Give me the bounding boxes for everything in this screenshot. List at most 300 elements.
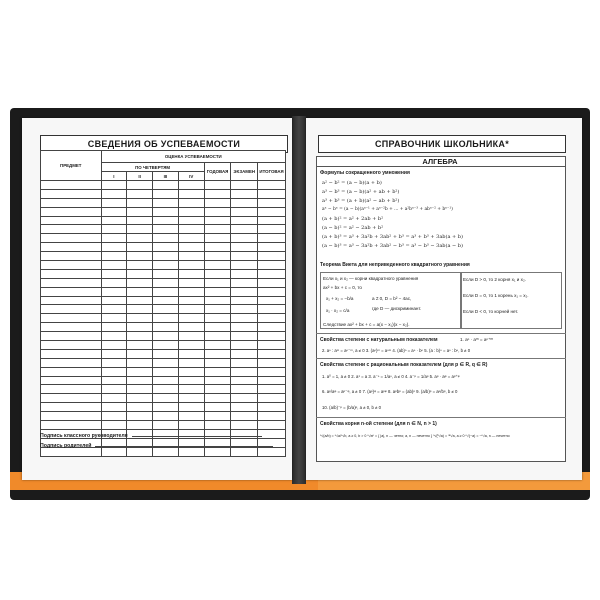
grade-cell[interactable]	[152, 243, 178, 252]
grade-cell[interactable]	[258, 198, 286, 207]
vieta-line-6: где D — дискриминант.	[372, 306, 422, 311]
grade-cell[interactable]	[258, 287, 286, 296]
grade-cell[interactable]	[152, 189, 178, 198]
grade-cell[interactable]	[152, 412, 178, 421]
grade-cell[interactable]	[231, 181, 258, 190]
grade-cell[interactable]	[258, 376, 286, 385]
grade-cell[interactable]	[152, 421, 178, 430]
grade-cell[interactable]	[258, 305, 286, 314]
grade-cell[interactable]	[127, 261, 153, 270]
grade-cell[interactable]	[152, 403, 178, 412]
grade-cell[interactable]	[258, 189, 286, 198]
grade-cell[interactable]	[258, 225, 286, 234]
col-exam: ЭКЗАМЕН	[231, 163, 258, 181]
grade-cell[interactable]	[127, 421, 153, 430]
grade-cell[interactable]	[127, 198, 153, 207]
grade-cell[interactable]	[204, 412, 231, 421]
grade-cell[interactable]	[231, 385, 258, 394]
grade-cell[interactable]	[204, 207, 231, 216]
grade-cell[interactable]	[258, 403, 286, 412]
grade-cell[interactable]	[231, 189, 258, 198]
grade-cell[interactable]	[178, 394, 204, 403]
grade-cell[interactable]	[178, 403, 204, 412]
grade-cell[interactable]	[204, 287, 231, 296]
vieta-result-2: Если D = 0, то 1 корень x₁ = x₂.	[463, 293, 529, 298]
table-row	[41, 332, 286, 341]
grade-cell[interactable]	[101, 181, 127, 190]
grade-cell[interactable]	[178, 269, 204, 278]
table-row	[41, 225, 286, 234]
col-year: ГОДОВАЯ	[204, 163, 231, 181]
grade-cell[interactable]	[258, 421, 286, 430]
grade-cell[interactable]	[152, 314, 178, 323]
grade-cell[interactable]	[41, 243, 102, 252]
grade-cell[interactable]	[101, 269, 127, 278]
grade-cell[interactable]	[204, 349, 231, 358]
grade-cell[interactable]	[127, 207, 153, 216]
grade-cell[interactable]	[127, 305, 153, 314]
grade-cell[interactable]	[41, 189, 102, 198]
grade-cell[interactable]	[231, 243, 258, 252]
grade-cell[interactable]	[127, 403, 153, 412]
grade-cell[interactable]	[152, 234, 178, 243]
col-q4: IV	[178, 172, 204, 181]
formula-5: (a + b)² = a² + 2ab + b²	[322, 216, 384, 222]
grade-cell[interactable]	[101, 412, 127, 421]
grade-cell[interactable]	[178, 367, 204, 376]
table-row	[41, 189, 286, 198]
grade-cell[interactable]	[178, 225, 204, 234]
grade-cell[interactable]	[178, 287, 204, 296]
grade-cell[interactable]	[204, 323, 231, 332]
table-row	[41, 198, 286, 207]
grade-cell[interactable]	[127, 341, 153, 350]
grade-cell[interactable]	[178, 278, 204, 287]
grade-cell[interactable]	[204, 198, 231, 207]
grade-cell[interactable]	[41, 305, 102, 314]
grade-cell[interactable]	[231, 412, 258, 421]
grade-cell[interactable]	[204, 358, 231, 367]
vieta-line-2: ax² + bx + c = 0, то	[323, 285, 362, 290]
grade-cell[interactable]	[231, 314, 258, 323]
grade-cell[interactable]	[101, 252, 127, 261]
formulas-heading: Формулы сокращенного умножения	[320, 170, 410, 176]
grade-cell[interactable]	[204, 314, 231, 323]
grade-cell[interactable]	[204, 278, 231, 287]
grade-cell[interactable]	[41, 349, 102, 358]
grade-cell[interactable]	[258, 429, 286, 438]
grade-cell[interactable]	[204, 216, 231, 225]
grade-cell[interactable]	[258, 412, 286, 421]
grade-cell[interactable]	[178, 181, 204, 190]
grade-cell[interactable]	[258, 216, 286, 225]
grade-cell[interactable]	[231, 269, 258, 278]
grade-cell[interactable]	[41, 252, 102, 261]
grade-cell[interactable]	[127, 252, 153, 261]
grade-cell[interactable]	[41, 198, 102, 207]
grade-cell[interactable]	[101, 296, 127, 305]
grade-cell[interactable]	[127, 367, 153, 376]
vieta-consequence: Следствие ax² + bx + c = a(x − x₁)(x − x₂).	[323, 322, 410, 327]
grade-cell[interactable]	[231, 207, 258, 216]
table-row	[41, 181, 286, 190]
grade-cell[interactable]	[178, 341, 204, 350]
grade-cell[interactable]	[231, 198, 258, 207]
grade-cell[interactable]	[258, 278, 286, 287]
grade-cell[interactable]	[127, 376, 153, 385]
grade-cell[interactable]	[101, 349, 127, 358]
grade-cell[interactable]	[231, 234, 258, 243]
grade-cell[interactable]	[178, 349, 204, 358]
nat-line-2: 2. aⁿ : aᵐ = aⁿ⁻ᵐ, a ≠ 0 3. (aⁿ)ᵐ = aⁿᵐ 4. (ab)ⁿ = aⁿ · bⁿ 5. (a : b)ⁿ = aⁿ : bⁿ, b ≠ 0	[322, 348, 471, 353]
grade-cell[interactable]	[178, 376, 204, 385]
grade-cell[interactable]	[178, 296, 204, 305]
table-row	[41, 412, 286, 421]
grade-cell[interactable]	[127, 412, 153, 421]
grade-cell[interactable]	[101, 385, 127, 394]
grade-cell[interactable]	[101, 314, 127, 323]
table-row	[41, 207, 286, 216]
grade-cell[interactable]	[152, 296, 178, 305]
table-row	[41, 394, 286, 403]
grade-cell[interactable]	[127, 225, 153, 234]
grade-cell[interactable]	[231, 358, 258, 367]
col-quarters: ПО ЧЕТВЕРТЯМ	[101, 163, 204, 172]
grade-cell[interactable]	[41, 367, 102, 376]
grade-cell[interactable]	[127, 216, 153, 225]
grade-cell[interactable]	[101, 225, 127, 234]
grade-cell[interactable]	[101, 261, 127, 270]
grade-cell[interactable]	[101, 287, 127, 296]
grade-cell[interactable]	[127, 332, 153, 341]
grade-cell[interactable]	[258, 367, 286, 376]
col-q2: II	[127, 172, 153, 181]
grade-cell[interactable]	[101, 376, 127, 385]
grade-cell[interactable]	[178, 198, 204, 207]
sig-parents-row	[40, 442, 273, 449]
col-grades: ОЦЕНКА УСПЕВАЕМОСТИ	[101, 151, 285, 163]
sig-teacher-row	[40, 432, 262, 439]
grade-cell[interactable]	[178, 358, 204, 367]
table-row	[41, 341, 286, 350]
grade-cell[interactable]	[152, 385, 178, 394]
grade-cell[interactable]	[231, 394, 258, 403]
grade-cell[interactable]	[101, 198, 127, 207]
grade-cell[interactable]	[152, 376, 178, 385]
grade-cell[interactable]	[231, 349, 258, 358]
table-row	[41, 376, 286, 385]
grade-cell[interactable]	[178, 243, 204, 252]
grade-cell[interactable]	[204, 252, 231, 261]
grade-cell[interactable]	[204, 341, 231, 350]
algebra-title: АЛГЕБРА	[422, 157, 458, 166]
grade-cell[interactable]	[127, 296, 153, 305]
grade-cell[interactable]	[178, 421, 204, 430]
grade-cell[interactable]	[204, 243, 231, 252]
grade-cell[interactable]	[127, 287, 153, 296]
grade-cell[interactable]	[204, 421, 231, 430]
vieta-line-4: x₁ · x₂ = c/a	[326, 308, 350, 313]
grade-cell[interactable]	[231, 376, 258, 385]
grade-cell[interactable]	[101, 394, 127, 403]
grade-cell[interactable]	[41, 269, 102, 278]
grade-cell[interactable]	[258, 332, 286, 341]
grade-cell[interactable]	[231, 252, 258, 261]
grade-cell[interactable]	[152, 349, 178, 358]
rat-line-1: 1. a⁰ = 1, a ≠ 0 2. a¹ = a 3. a⁻ⁿ = 1/aⁿ, a ≠ 0 4. a⁻ᵖ = 1/aᵖ 5. aᵖ · aᵠ = aᵖ⁺ᵠ	[322, 374, 460, 379]
grade-cell[interactable]	[204, 234, 231, 243]
table-row	[41, 367, 286, 376]
grade-cell[interactable]	[101, 189, 127, 198]
col-q1: I	[101, 172, 127, 181]
grade-cell[interactable]	[231, 216, 258, 225]
table-row	[41, 358, 286, 367]
formula-2: a³ − b³ = (a − b)(a² + ab + b²)	[322, 189, 400, 195]
formula-6: (a − b)² = a² − 2ab + b²	[322, 225, 384, 231]
grade-cell[interactable]	[101, 421, 127, 430]
grade-cell[interactable]	[204, 189, 231, 198]
grade-cell[interactable]	[231, 332, 258, 341]
grade-cell[interactable]	[258, 296, 286, 305]
nat-line-1: 1. aⁿ · aᵐ = aⁿ⁺ᵐ	[460, 337, 494, 342]
grade-cell[interactable]	[101, 367, 127, 376]
sig-parents-line[interactable]	[95, 442, 273, 447]
grade-cell[interactable]	[258, 181, 286, 190]
col-q3: III	[152, 172, 178, 181]
vieta-line-1: Если x₁ и x₂ — корни квадратного уравнения	[323, 276, 419, 281]
table-row	[41, 314, 286, 323]
grade-cell[interactable]	[152, 225, 178, 234]
grade-cell[interactable]	[127, 243, 153, 252]
grade-cell[interactable]	[101, 332, 127, 341]
grade-cell[interactable]	[127, 278, 153, 287]
grade-cell[interactable]	[178, 261, 204, 270]
grade-cell[interactable]	[41, 278, 102, 287]
grade-cell[interactable]	[258, 349, 286, 358]
grades-table	[40, 150, 286, 457]
grade-cell[interactable]	[41, 394, 102, 403]
grade-cell[interactable]	[231, 278, 258, 287]
grade-cell[interactable]	[204, 296, 231, 305]
grade-cell[interactable]	[127, 394, 153, 403]
rat-line-2: 6. aᵖ/aᵠ = aᵖ⁻ᵠ, a ≠ 0 7. (aᵖ)ᵠ = aᵖᵠ 8. aᵖbᵖ = (ab)ᵖ 9. (a/b)ᵖ = aᵖ/bᵖ, b ≠ 0	[322, 389, 458, 394]
grade-cell[interactable]	[41, 261, 102, 270]
grade-cell[interactable]	[152, 198, 178, 207]
grade-cell[interactable]	[231, 261, 258, 270]
grade-cell[interactable]	[204, 394, 231, 403]
table-row	[41, 216, 286, 225]
divider-3	[316, 417, 566, 418]
grade-cell[interactable]	[152, 358, 178, 367]
col-subject: ПРЕДМЕТ	[41, 151, 102, 181]
grade-cell[interactable]	[204, 332, 231, 341]
grade-cell[interactable]	[204, 269, 231, 278]
grade-cell[interactable]	[178, 305, 204, 314]
grade-cell[interactable]	[152, 207, 178, 216]
grade-cell[interactable]	[231, 367, 258, 376]
grade-cell[interactable]	[41, 376, 102, 385]
grade-cell[interactable]	[41, 412, 102, 421]
grade-cell[interactable]	[258, 385, 286, 394]
grade-cell[interactable]	[152, 287, 178, 296]
grade-cell[interactable]	[204, 305, 231, 314]
grade-cell[interactable]	[101, 243, 127, 252]
table-row	[41, 252, 286, 261]
vieta-result-3: Если D < 0, то корней нет.	[463, 309, 519, 314]
grade-cell[interactable]	[152, 216, 178, 225]
grade-cell[interactable]	[41, 225, 102, 234]
grade-cell[interactable]	[204, 403, 231, 412]
grade-cell[interactable]	[231, 403, 258, 412]
divider-2	[316, 358, 566, 359]
grade-cell[interactable]	[101, 323, 127, 332]
table-row	[41, 403, 286, 412]
notebook-spine	[292, 116, 306, 484]
grade-cell[interactable]	[178, 189, 204, 198]
grade-cell[interactable]	[152, 367, 178, 376]
vieta-line-5: a ≠ 0, D = b² − 4ac,	[372, 296, 412, 301]
grade-cell[interactable]	[152, 181, 178, 190]
grade-cell[interactable]	[152, 394, 178, 403]
grade-cell[interactable]	[127, 234, 153, 243]
grade-cell[interactable]	[152, 332, 178, 341]
grade-cell[interactable]	[178, 216, 204, 225]
grade-cell[interactable]	[41, 358, 102, 367]
vieta-result-1: Если D > 0, то 2 корня x₁ и x₂.	[463, 277, 527, 282]
grade-cell[interactable]	[258, 394, 286, 403]
grade-cell[interactable]	[178, 323, 204, 332]
grade-cell[interactable]	[231, 287, 258, 296]
grade-cell[interactable]	[152, 261, 178, 270]
grade-cell[interactable]	[204, 367, 231, 376]
grade-cell[interactable]	[152, 341, 178, 350]
sig-teacher-line[interactable]	[132, 432, 262, 437]
grade-cell[interactable]	[41, 403, 102, 412]
grade-cell[interactable]	[127, 349, 153, 358]
table-row	[41, 269, 286, 278]
nat-heading: Свойства степени с натуральным показателем	[320, 337, 438, 343]
grade-cell[interactable]	[258, 252, 286, 261]
grade-cell[interactable]	[127, 181, 153, 190]
grade-cell[interactable]	[178, 385, 204, 394]
grade-cell[interactable]	[152, 278, 178, 287]
grade-cell[interactable]	[152, 305, 178, 314]
grade-cell[interactable]	[258, 358, 286, 367]
rat-line-3: 10. (a/b)⁻ᵖ = (b/a)ᵖ, a ≠ 0, b ≠ 0	[322, 405, 382, 410]
table-row	[41, 243, 286, 252]
grade-cell[interactable]	[101, 278, 127, 287]
grade-cell[interactable]	[101, 207, 127, 216]
grade-cell[interactable]	[152, 252, 178, 261]
grade-cell[interactable]	[101, 358, 127, 367]
grade-cell[interactable]	[231, 225, 258, 234]
formula-8: (a − b)³ = a³ − 3a²b + 3ab² − b³ = a³ − b³ − 3ab(a − b)	[322, 243, 463, 249]
formula-7: (a + b)³ = a³ + 3a²b + 3ab² + b³ = a³ + b³ + 3ab(a + b)	[322, 234, 463, 240]
grade-cell[interactable]	[101, 305, 127, 314]
grade-cell[interactable]	[231, 305, 258, 314]
grade-cell[interactable]	[127, 358, 153, 367]
grade-cell[interactable]	[178, 332, 204, 341]
grade-cell[interactable]	[41, 181, 102, 190]
grade-cell[interactable]	[178, 252, 204, 261]
grade-cell[interactable]	[204, 261, 231, 270]
root-line-1: ⁿ√(a/b) = ⁿ√a/ⁿ√b, a ≥ 0, b > 0 ⁿ√aⁿ = { |a|, n — четно; a, n — нечетно } ⁿ√(ᵏ√a) = ⁿᵏ√a, a ≥ 0 ⁿ√(−a) = −ⁿ√a, n — нечетно	[320, 434, 510, 438]
grade-cell[interactable]	[41, 323, 102, 332]
grade-cell[interactable]	[178, 314, 204, 323]
grade-cell[interactable]	[152, 323, 178, 332]
grade-cell[interactable]	[101, 403, 127, 412]
table-row	[41, 278, 286, 287]
grade-cell[interactable]	[127, 323, 153, 332]
table-row	[41, 234, 286, 243]
grade-cell[interactable]	[101, 341, 127, 350]
grade-cell[interactable]	[258, 243, 286, 252]
grade-cell[interactable]	[41, 314, 102, 323]
col-final: ИТОГОВАЯ	[258, 163, 286, 181]
grade-cell[interactable]	[178, 207, 204, 216]
grade-cell[interactable]	[41, 287, 102, 296]
grade-cell[interactable]	[101, 216, 127, 225]
root-heading: Свойства корня n-ой степени (для n ∈ N, n > 1)	[320, 421, 437, 427]
grade-cell[interactable]	[258, 261, 286, 270]
grade-cell[interactable]	[258, 234, 286, 243]
grade-cell[interactable]	[41, 341, 102, 350]
grade-cell[interactable]	[127, 189, 153, 198]
grade-cell[interactable]	[41, 332, 102, 341]
grade-cell[interactable]	[41, 207, 102, 216]
grade-cell[interactable]	[178, 234, 204, 243]
grade-cell[interactable]	[127, 385, 153, 394]
grade-cell[interactable]	[258, 207, 286, 216]
grade-cell[interactable]	[258, 314, 286, 323]
table-row	[41, 305, 286, 314]
grades-body	[41, 181, 286, 457]
vieta-heading: Теорема Виета для неприведенного квадратного уравнения	[320, 262, 470, 268]
formula-1: a² − b² = (a − b)(a + b)	[322, 180, 382, 186]
table-row	[41, 296, 286, 305]
grade-cell[interactable]	[258, 323, 286, 332]
grade-cell[interactable]	[204, 385, 231, 394]
sig-teacher-label: Подпись классного руководителя	[40, 433, 128, 439]
table-row	[41, 287, 286, 296]
table-row	[41, 421, 286, 430]
divider-1	[316, 333, 566, 334]
table-row	[41, 349, 286, 358]
grade-cell[interactable]	[231, 296, 258, 305]
grade-cell[interactable]	[258, 341, 286, 350]
grade-cell[interactable]	[231, 323, 258, 332]
grade-cell[interactable]	[231, 341, 258, 350]
grade-cell[interactable]	[204, 376, 231, 385]
vieta-line-3: x₁ + x₂ = −b/a	[326, 296, 354, 301]
grade-cell[interactable]	[178, 412, 204, 421]
grade-cell[interactable]	[41, 421, 102, 430]
table-row	[41, 385, 286, 394]
grade-cell[interactable]	[127, 314, 153, 323]
grade-cell[interactable]	[258, 269, 286, 278]
grade-cell[interactable]	[101, 234, 127, 243]
grade-cell[interactable]	[41, 216, 102, 225]
rat-heading: Свойства степени с рациональным показателем (для p ∈ R, q ∈ R)	[320, 362, 488, 368]
grade-cell[interactable]	[231, 421, 258, 430]
grade-cell[interactable]	[127, 269, 153, 278]
grade-cell[interactable]	[152, 269, 178, 278]
grade-cell[interactable]	[204, 181, 231, 190]
grade-cell[interactable]	[204, 225, 231, 234]
grade-cell[interactable]	[41, 385, 102, 394]
grade-cell[interactable]	[41, 296, 102, 305]
grade-cell[interactable]	[41, 234, 102, 243]
